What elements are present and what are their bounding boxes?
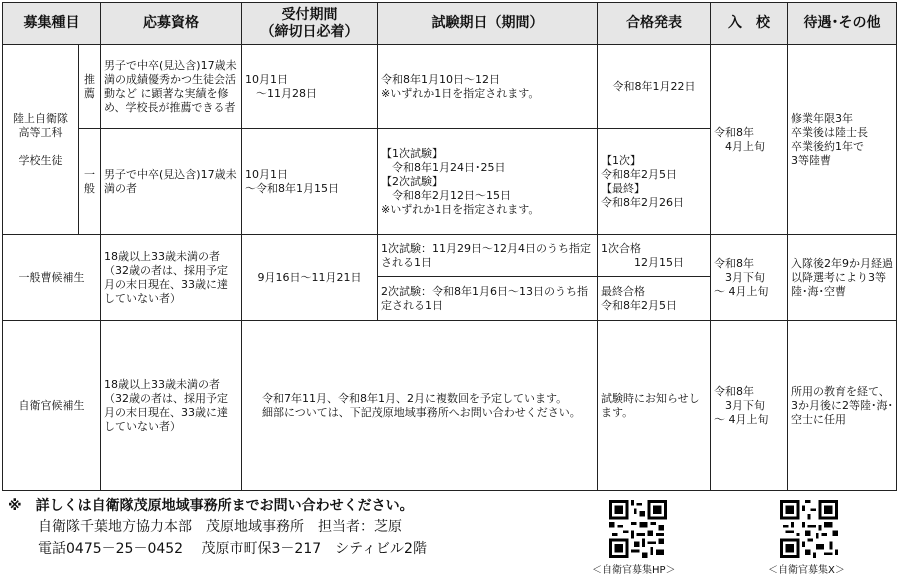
contact-footer [8,496,568,560]
gsdf-treatment: 修業年限3年 卒業後は陸士長 卒業後約1年で 3等陸曹 [788,45,897,235]
qr-x-caption: ＜自衛官募集X＞ [768,565,845,576]
gsdf-entry: 令和8年 4月上旬 [711,45,788,235]
recommended-qualification: 男子で中卒(見込含)17歳未満の成績優秀かつ生徒会活動など に顕著な実績を修め、学校長が推薦できる者 [101,45,242,129]
candidate-treatment: 所用の教育を経て、3か月後に2等陸･海･空士に任用 [788,321,897,491]
contact-office: 自衛隊千葉地方協力本部 茂原地域事務所 担当者：芝原 [38,519,402,535]
recommended-exam: 令和8年1月10日～12日 ※いずれか1日を指定されます。 [378,45,598,129]
candidate-category: 自衛官候補生 [3,321,101,491]
general-exam: 【1次試験】 令和8年1月24日･25日 【2次試験】 令和8年2月12日～15日 ※いずれか1日を指定されます。 [378,129,598,235]
general-qualification: 男子で中卒(見込含)17歳未満の者 [101,129,242,235]
candidate-entry: 令和8年 3月下旬 ～ 4月上旬 [711,321,788,491]
general-char-2: 般 [84,181,95,195]
gsdf-category: 陸上自衛隊 高等工科 学校生徒 [3,45,79,235]
general-result: 【1次】 令和8年2月5日 【最終】 令和8年2月26日 [598,129,711,235]
header-category: 募集種目 [3,3,101,45]
candidate-result: 試験時にお知らせします。 [598,321,711,491]
sergeant-category: 一般曹候補生 [3,235,101,321]
header-entry: 入 校 [711,3,788,45]
row-candidate [3,321,897,491]
sergeant-entry: 令和8年 3月下旬 ～ 4月上旬 [711,235,788,321]
general-label [79,129,101,235]
candidate-qualification: 18歳以上33歳未満の者（32歳の者は、採用予定月の末日現在、33歳に達していない者） [101,321,242,491]
contact-note: ※ 詳しくは自衛隊茂原地域事務所までお問い合わせください。 [8,498,414,514]
row-sergeant-1 [3,235,897,277]
recommended-result: 令和8年1月22日 [598,45,711,129]
header-qualification: 応募資格 [101,3,242,45]
recommended-period: 10月1日 ～11月28日 [242,45,378,129]
general-char-1: 一 [84,167,95,181]
candidate-exam-period: 令和7年11月、令和8年1月、2月に複数回を予定しています。 細部については、下記茂原地域事務所へお問い合わせください。 [242,321,598,491]
sergeant-qualification: 18歳以上33歳未満の者（32歳の者は、採用予定月の末日現在、33歳に達していない者） [101,235,242,321]
recruitment-table [2,2,897,491]
recommended-char-2: 薦 [84,86,95,100]
qr-code-hp-icon[interactable] [609,500,667,558]
qr-code-x-icon[interactable] [780,500,838,558]
sergeant-exam-2: 2次試験：令和8年1月6日～13日のうち指定される1日 [378,277,598,321]
row-gsdf-recommended [3,45,897,129]
sergeant-result-2: 最終合格 令和8年2月5日 [598,277,711,321]
recommended-label [79,45,101,129]
header-treatment: 待遇･その他 [788,3,897,45]
header-row [3,3,897,45]
contact-address: 電話0475－25－0452 茂原市町保3－217 シティビル2階 [38,541,427,557]
header-exam: 試験期日（期間） [378,3,598,45]
sergeant-result-1: 1次合格 12月15日 [598,235,711,277]
qr-hp-caption: ＜自衛官募集HP＞ [592,565,676,576]
general-period: 10月1日 ～令和8年1月15日 [242,129,378,235]
header-result: 合格発表 [598,3,711,45]
sergeant-period: 9月16日～11月21日 [242,235,378,321]
header-period: 受付期間 （締切日必着） [242,3,378,45]
sergeant-treatment: 入隊後2年9か月経過以降選考により3等陸･海･空曹 [788,235,897,321]
sergeant-exam-1: 1次試験：11月29日～12月4日のうち指定される1日 [378,235,598,277]
recommended-char-1: 推 [84,72,95,86]
